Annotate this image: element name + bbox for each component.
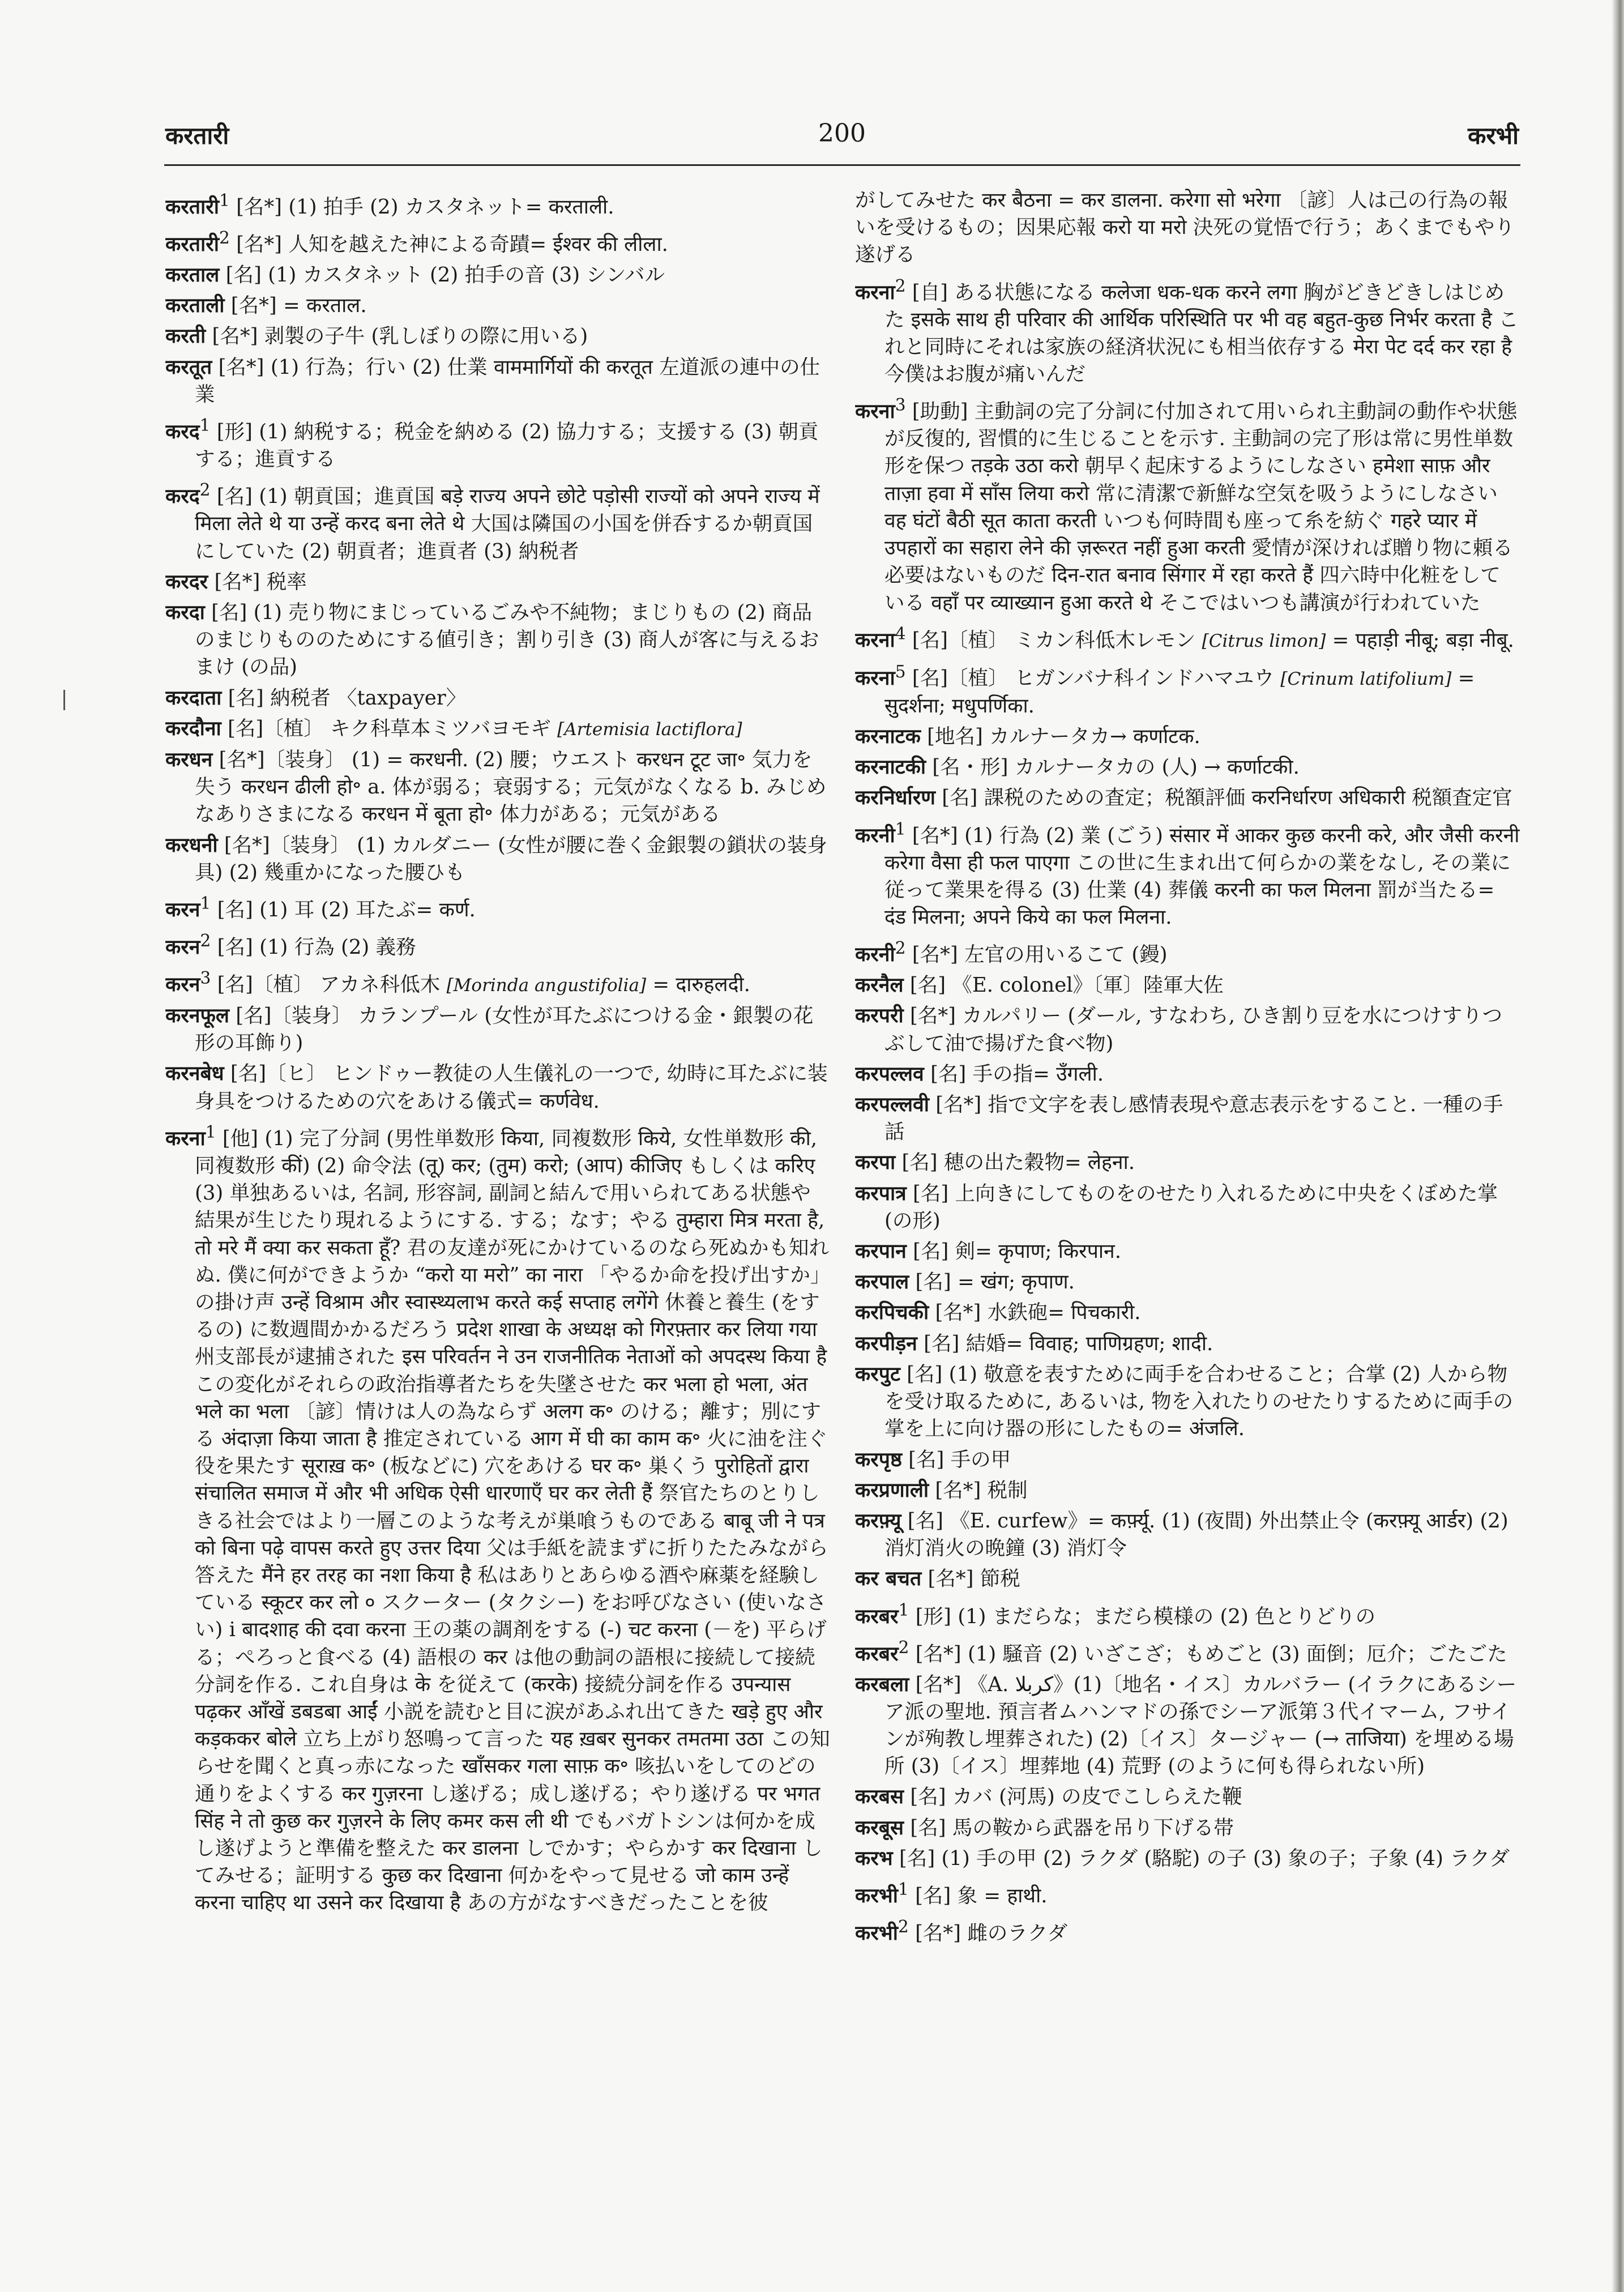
definition-text: (1) 行為 (2) 業 (ごう) संसार में आकर कुछ करनी करे, और जैसी करनी करेगा वैसा ही फल पाएगा この世に生まれ出て何らかの業をなし, その業に従って業果を得る (3) 仕業 (4) 葬儀 करनी का फल मिलना 罰が当たる= दंड मिलना; अपने किये का फल मिलना. — [884, 823, 1520, 929]
homograph-number: 2 — [898, 1637, 909, 1657]
definition-text: = खंग; कृपाण. — [958, 1270, 1075, 1294]
definition-text: = करताल. — [283, 294, 367, 318]
headword: करपल्लव — [855, 1062, 924, 1086]
homograph-number: 1 — [898, 1600, 909, 1620]
definition-text: カルパリー (ダール, すなわち, ひき割り豆を水につけすりつぶして油で揚げた食べ物) — [884, 1004, 1503, 1055]
dictionary-entry — [165, 1119, 831, 1917]
part-of-speech: [名*] — [935, 1093, 982, 1117]
headword: करना — [165, 1126, 206, 1150]
dictionary-entry — [855, 1565, 1520, 1593]
definition-text: カルナータカの (人) → कर्णाटकी. — [1014, 756, 1300, 779]
dictionary-entry — [855, 1845, 1520, 1872]
part-of-speech: [名] — [915, 1270, 951, 1294]
definition-text: (1) 売り物にまじっているごみや不純物；まじりもの (2) 商品のまじりもののためにする値引き；割り引き (3) 商人が客に与えるおまけ (の品) — [195, 600, 819, 679]
headword: करभी — [855, 1921, 898, 1945]
headword: करनाटक — [855, 724, 921, 748]
headword: करपुट — [855, 1362, 900, 1386]
part-of-speech: [名]〔装身〕 — [236, 1004, 352, 1028]
definition-text: 納税者 〈taxpayer〉 — [270, 686, 467, 710]
part-of-speech: [名*] — [236, 232, 283, 256]
dictionary-entry — [165, 599, 831, 681]
part-of-speech: [名] — [907, 1509, 943, 1533]
homograph-number: 1 — [895, 819, 906, 839]
headword: करभी — [855, 1884, 898, 1907]
definition-text: (1) 拍手 (2) カスタネット= करताली. — [288, 195, 614, 219]
dictionary-entry — [855, 1180, 1520, 1235]
definition-text: ある状態になる कलेजा धक-धक करने लगा 胸がどきどきしはじめた इसके साथ ही परिवार की आर्थिक परिस्थिति पर भी वह बहुत-कुछ निर्भर करता है これと同時にそれは家族の経済状況にも相当依存する मेरा पेट दर्द कर रहा है 今僕はお腹が痛いんだ — [884, 280, 1519, 386]
definition-text: 上向きにしてものをのせたり入れるために中央をくぼめた掌 (の形) — [884, 1181, 1498, 1232]
definition-text: (1) 敬意を表すために両手を合わせること；合掌 (2) 人から物を受け取るために, あるいは, 物を入れたりのせたりするために両手の掌を上に向け器の形にしたもの= अंजलि. — [884, 1362, 1514, 1441]
part-of-speech: [形] — [915, 1604, 951, 1628]
homograph-number: 2 — [200, 931, 211, 951]
part-of-speech: [名] — [942, 786, 978, 810]
headword: करबस — [855, 1785, 904, 1809]
dictionary-entry — [855, 934, 1520, 968]
homograph-number: 1 — [898, 1880, 909, 1899]
part-of-speech: [名] — [909, 974, 946, 997]
headword: करपल्लवी — [855, 1093, 929, 1117]
part-of-speech: [名*] — [915, 1642, 961, 1666]
dictionary-entry — [855, 1815, 1520, 1842]
definition-text: 《A. کربلا》(1)〔地名・イス〕カルバラー (イラクにあるシーア派の聖地. 預言者ムハンマドの孫でシーア派第３代イマーム, フサインが殉教し埋葬された) (2)〔イス〕タージャー (→ ताजिया) を埋める場所 (3)〔イス〕埋葬地 (4) 荒野 (のように何も得られない所) — [884, 1672, 1517, 1778]
dictionary-entry — [165, 262, 831, 289]
headword: करताल — [165, 263, 220, 287]
dictionary-entry — [165, 964, 831, 999]
headword: करबर — [855, 1642, 899, 1666]
homograph-number: 3 — [895, 395, 906, 415]
dictionary-entry — [165, 354, 831, 408]
headword: करना — [855, 628, 895, 652]
definition-text: 水鉄砲= पिचकारी. — [987, 1301, 1141, 1325]
headword: करपान — [855, 1240, 907, 1264]
headword: करती — [165, 325, 206, 348]
definition-text: カランプール (女性が耳たぶにつける金・銀製の花形の耳飾り) — [195, 1004, 814, 1055]
definition-text: 馬の鞍から武器を吊り下げる帯 — [952, 1816, 1234, 1839]
dictionary-entry — [165, 187, 831, 221]
part-of-speech: [名*] — [214, 570, 260, 594]
homograph-number: 2 — [895, 938, 906, 958]
headword: करदर — [165, 570, 208, 594]
margin-mark — [63, 690, 65, 710]
dictionary-entry — [855, 784, 1520, 812]
scientific-name: [Artemisia lactiflora] — [557, 719, 742, 740]
homograph-number: 1 — [199, 416, 211, 436]
headword: करद — [165, 485, 200, 509]
definition-text: (1) = करधनी. (2) 腰；ウエスト करधन टूट जा॰ 気力を失う करधन ढीली हो॰ a. 体が弱る；衰弱する；元気がなくなる b. みじめなありさまになる करधन में बूता हो॰ 体力がある；元気がある — [195, 748, 827, 826]
dictionary-entry — [855, 1299, 1520, 1326]
part-of-speech: [名*] — [935, 1478, 981, 1502]
page-number: 200 — [818, 119, 866, 148]
definition-text: 結婚= विवाह; पाणिग्रहण; शादी. — [965, 1331, 1213, 1355]
part-of-speech: [名] — [924, 1331, 960, 1355]
dictionary-entry — [855, 1597, 1520, 1631]
definition-text: 左官の用いるこて (鏝) — [964, 943, 1168, 967]
homograph-number: 1 — [205, 1122, 216, 1142]
dictionary-entry — [855, 272, 1520, 389]
dictionary-entry — [165, 476, 831, 565]
definition-text: (1) カルダニー (女性が腰に巻く金銀製の鎖状の装身具) (2) 幾重かになった腰ひも — [195, 833, 827, 884]
dictionary-entry — [165, 890, 831, 924]
definition-text: 《E. curfew》= कर्फ़्यू. (1) (夜間) 外出禁止令 (करफ़्यू आर्डर) (2) 消灯消火の晩鐘 (3) 消灯令 — [884, 1509, 1508, 1560]
dictionary-entry — [855, 1149, 1520, 1176]
part-of-speech: [名] — [899, 1846, 935, 1870]
part-of-speech: [名*] — [915, 1672, 961, 1696]
left-guide-word: करतारी — [165, 122, 229, 150]
homograph-number: 2 — [219, 228, 230, 248]
part-of-speech: [名*] — [912, 943, 958, 967]
headword: करपृष्ठ — [855, 1448, 902, 1471]
dictionary-entry — [855, 1238, 1520, 1265]
part-of-speech: [自] — [912, 280, 948, 304]
dictionary-entry — [855, 1061, 1520, 1088]
scientific-name: [Crinum latifolium] — [1280, 668, 1452, 689]
part-of-speech: [名] — [907, 1362, 943, 1386]
definition-text: 税率 — [266, 570, 307, 594]
homograph-number: 2 — [199, 480, 211, 500]
definition-text: ヒンドゥー教徒の人生儀礼の一つで, 幼時に耳たぶに装身具をつけるための穴をあける儀式= कर्णवेध. — [195, 1062, 828, 1113]
part-of-speech: [名]〔植〕 — [217, 972, 314, 996]
headword: करतूत — [165, 355, 212, 379]
definition-text: 剥製の子牛 (乳しぼりの際に用いる) — [264, 325, 588, 348]
headword: करपीड़न — [855, 1331, 917, 1355]
definition-text: 雌のラクダ — [967, 1921, 1068, 1945]
homograph-number: 2 — [895, 276, 906, 296]
dictionary-entry — [165, 1002, 831, 1057]
dictionary-entry — [165, 323, 831, 350]
left-column — [165, 187, 831, 2254]
definition-text: 手の甲 — [950, 1448, 1011, 1471]
part-of-speech: [名]〔植〕 — [912, 666, 1008, 690]
definition-text: (1) まだらな；まだら模様の (2) 色とりどりの — [958, 1604, 1376, 1628]
dictionary-entry — [855, 391, 1520, 616]
dictionary-entry — [165, 224, 831, 258]
dictionary-entry — [855, 1634, 1520, 1668]
definition-text: 象 = हाथी. — [957, 1884, 1048, 1907]
definition-text: (1) カスタネット (2) 拍手の音 (3) シンバル — [268, 263, 665, 287]
dictionary-entry — [165, 292, 831, 319]
dictionary-entry — [855, 1269, 1520, 1296]
definition-text: 課税のための査定；税額評価 करनिर्धारण अधिकारी 税額査定官 — [984, 786, 1512, 810]
homograph-number: 1 — [200, 893, 211, 913]
definition-text: がしてみせた कर बैठना = कर डालना. करेगा सो भरेगा 〔諺〕人は己の行為の報いを受けるもの；因果応報 करो या मरो 決死の覚悟で行う；あくまでもやり遂げる — [855, 189, 1515, 267]
dictionary-entry — [855, 1783, 1520, 1811]
part-of-speech: [名] — [930, 1062, 967, 1086]
part-of-speech: [他] — [222, 1126, 259, 1150]
headword: करनाटकी — [855, 756, 926, 779]
headword: करतारी — [165, 232, 219, 256]
dictionary-entry — [855, 972, 1520, 999]
part-of-speech: [名*] — [212, 325, 258, 348]
part-of-speech: [名・形] — [932, 756, 1008, 779]
homograph-number: 4 — [895, 624, 906, 643]
dictionary-entry — [855, 1508, 1520, 1562]
part-of-speech: [名*] — [909, 1004, 956, 1028]
definition-text: (1) 耳 (2) 耳たぶ= कर्ण. — [259, 898, 476, 921]
part-of-speech: [名] — [217, 935, 253, 959]
headword: करधनी — [165, 833, 218, 857]
dictionary-entry — [165, 569, 831, 596]
headword: करबर — [855, 1604, 899, 1628]
part-of-speech: [名]〔植〕 — [912, 628, 1008, 652]
definition-text: (1) 行為 (2) 義務 — [259, 935, 416, 959]
dictionary-entry — [855, 754, 1520, 781]
part-of-speech: [名] — [901, 1151, 938, 1175]
definition-text: 穂の出た穀物= लेहना. — [943, 1151, 1135, 1175]
part-of-speech: [名]〔植〕 — [228, 716, 324, 740]
headword: करपिचकी — [855, 1301, 929, 1325]
homograph-number: 3 — [200, 968, 211, 988]
definition-text: (1) 朝貢国；進貢国 बड़े राज्य अपने छोटे पड़ोसी राज्यों को अपने राज्य में मिला लेते थे या उन्हें करद बना लेते थे 大国は隣国の小国を併呑するか朝貢国にしていた (2) 朝貢者；進貢者 (3) 納税者 — [195, 485, 820, 563]
dictionary-entry — [855, 1477, 1520, 1504]
headword: करनबेध — [165, 1062, 224, 1086]
part-of-speech: [名*] — [928, 1567, 974, 1591]
dictionary-entry — [165, 685, 831, 712]
part-of-speech: [名] — [225, 263, 262, 287]
headword: करपाल — [855, 1270, 909, 1294]
headword: करपरी — [855, 1004, 904, 1028]
part-of-speech: [名*] — [935, 1301, 981, 1325]
headword: करताली — [165, 294, 225, 318]
headword: करनी — [855, 823, 895, 847]
headword: करनफूल — [165, 1004, 229, 1028]
dictionary-entry — [855, 658, 1520, 720]
part-of-speech: [名*] — [230, 294, 277, 318]
headword: करप्रणाली — [855, 1478, 929, 1502]
definition-tail: = सुदर्शना; मधुपर्णिका. — [884, 666, 1475, 718]
part-of-speech: [名*] — [915, 1921, 961, 1945]
right-column — [855, 187, 1520, 2254]
definition-tail: = पहाड़ी नीबू; बड़ा नीबू. — [1332, 628, 1514, 652]
part-of-speech: [名] — [228, 686, 264, 710]
definition-text: キク科草本ミツバヨモギ — [330, 716, 551, 740]
definition-tail: = दारुहलदी. — [652, 972, 750, 996]
definition-text: 剣= कृपाण; किरपान. — [955, 1240, 1122, 1264]
page-edge-shadow — [1612, 0, 1624, 2292]
headword: करफ़्यू — [855, 1509, 901, 1533]
dictionary-entry — [855, 1091, 1520, 1146]
headword: करना — [855, 400, 895, 424]
scientific-name: [Morinda angustifolia] — [446, 975, 647, 996]
definition-text: 指で文字を表し感情表現や意志表示をすること. 一種の手話 — [884, 1093, 1503, 1144]
part-of-speech: [名] — [211, 600, 247, 624]
headword: कर बचत — [855, 1567, 922, 1591]
definition-text: (1) 納税する；税金を納める (2) 協力する；支援する (3) 朝貢する；進貢する — [195, 420, 819, 471]
header-rule — [164, 164, 1520, 166]
headword: करदाता — [165, 686, 222, 710]
headword: करनैल — [855, 974, 904, 997]
dictionary-entry — [165, 1060, 831, 1115]
definition-text: カルナータカ→ कर्णाटक. — [989, 724, 1200, 748]
definition-text: 《E. colonel》〔軍〕陸軍大佐 — [952, 974, 1224, 997]
definition-text: アカネ科低木 — [319, 972, 441, 996]
part-of-speech: [名*] — [912, 823, 958, 847]
part-of-speech: [名*] — [218, 355, 264, 379]
part-of-speech: [名*]〔装身〕 — [224, 833, 351, 857]
right-guide-word: करभी — [1468, 122, 1519, 150]
definition-text: (1) 手の甲 (2) ラクダ (駱駝) の子 (3) 象の子；子象 (4) ラクダ — [941, 1846, 1510, 1870]
homograph-number: 1 — [219, 191, 230, 210]
definition-text: ヒガンバナ科インドハマユウ — [1014, 666, 1275, 690]
homograph-number: 2 — [898, 1917, 909, 1937]
dictionary-entry — [165, 746, 831, 829]
dictionary-entry — [855, 1876, 1520, 1910]
definition-text: 税制 — [987, 1478, 1028, 1502]
dictionary-entry — [165, 412, 831, 473]
part-of-speech: [名] — [910, 1785, 946, 1809]
part-of-speech: [助動] — [912, 400, 968, 424]
part-of-speech: [名] — [217, 898, 253, 921]
part-of-speech: [名*] — [236, 195, 283, 219]
part-of-speech: [形] — [216, 420, 253, 443]
dictionary-entry — [165, 832, 831, 886]
part-of-speech: [名] — [913, 1181, 949, 1205]
dictionary-entry — [855, 1330, 1520, 1358]
definition-text: (1) 行為；行い (2) 仕業 वाममार्गियों की करतूत 左道派の連中の仕業 — [195, 355, 820, 406]
running-header — [165, 119, 1519, 159]
definition-text: 手の指= उँगली. — [972, 1062, 1104, 1086]
headword: करनी — [855, 943, 895, 967]
headword: करना — [855, 280, 895, 304]
definition-text: 人知を越えた神による奇蹟= ईश्वर की लीला. — [288, 232, 668, 256]
part-of-speech: [名]〔ヒ〕 — [230, 1062, 327, 1086]
dictionary-entry — [165, 715, 831, 743]
dictionary-entry — [855, 187, 1520, 269]
definition-text: 節税 — [980, 1567, 1020, 1591]
headword: करनिर्धारण — [855, 786, 935, 810]
scientific-name: [Citrus limon] — [1202, 630, 1326, 651]
dictionary-entry — [855, 1671, 1520, 1781]
headword: करदा — [165, 600, 205, 624]
headword: करना — [855, 666, 895, 690]
dictionary-entry — [855, 1361, 1520, 1443]
part-of-speech: [名] — [915, 1884, 951, 1907]
part-of-speech: [名] — [216, 485, 253, 509]
homograph-number: 5 — [895, 661, 906, 681]
definition-text: (1) 騒音 (2) いざこざ；もめごと (3) 面倒；厄介；ごたごた — [967, 1642, 1507, 1666]
headword: करन — [165, 898, 200, 921]
headword: करबला — [855, 1672, 909, 1696]
dictionary-entry — [855, 1002, 1520, 1057]
part-of-speech: [名*]〔装身〕 — [219, 748, 345, 771]
headword: करन — [165, 972, 200, 996]
part-of-speech: [名] — [908, 1448, 945, 1471]
definition-text: 主動詞の完了分詞に付加されて用いられ主動詞の動作や状態が反復的, 習慣的に生じることを示す. 主動詞の完了形は常に男性単数形を保つ तड़के उठा करो 朝早く起床するようにしなさい हमेशा साफ़ और ताज़ा हवा में साँस लिया करो 常に清潔で新鮮な空気を吸うようにしなさい वह घंटों बैठी सूत काता करती いつも何時間も座って糸を紡ぐ गहरे प्यार में उपहारों का सहारा लेने की ज़रूरत नहीं हुआ करती 愛情が深ければ贈り物に頼る必要はないものだ दिन-रात बनाव सिंगार में रहा करते हैं 四六時中化粧をしている वहाँ पर व्याख्यान हुआ करते थे そこではいつも講演が行われていた — [884, 400, 1518, 614]
definition-text: カバ (河馬) の皮でこしらえた鞭 — [952, 1785, 1242, 1809]
dictionary-entry — [855, 723, 1520, 750]
part-of-speech: [名] — [910, 1816, 946, 1839]
dictionary-entry — [855, 816, 1520, 932]
dictionary-entry — [855, 620, 1520, 655]
definition-text: (1) 完了分詞 (男性単数形 किया, 同複数形 किये, 女性単数形 की, 同複数形 कीं) (2) 命令法 (तू) कर; (तुम) करो; (आप) कीजिए もしくは करिए (3) 単独あるいは, 名詞, 形容詞, 副詞と結んで用いられてある状態や結果が生じたり現れるようにする. する；なす；やる तुम्हारा मित्र मरता है, तो मरे मैं क्या कर सकता हूँ? 君の友達が死にかけているのなら死ぬかも知れぬ. 僕に何ができようか “करो या मरो” का नारा 「やるか命を投げ出すか」の掛け声 उन्हें विश्राम और स्वास्थ्यलाभ करते कई सप्ताह लगेंगे 休養と養生 (をするの) に数週間かかるだろう प्रदेश शाखा के अध्यक्ष को गिरफ़्तार कर लिया गया 州支部長が逮捕された इस परिवर्तन ने उन राजनीतिक नेताओं को अपदस्थ किया है この変化がそれらの政治指導者たちを失墜させた कर भला हो भला, अंत भले का भला 〔諺〕情けは人の為ならず अलग क॰ のける；離す；別にする अंदाज़ा किया जाता है 推定されている आग में घी का काम क॰ 火に油を注ぐ役を果たす सूराख़ क॰ (板などに) 穴をあける घर क॰ 巣くう पुरोहितों द्वारा संचालित समाज में और भी अधिक ऐसी धारणाएँ घर कर लेती हैं 祭官たちのとりしきる社会ではより一層このような考えが巣喰うものである बाबू जी ने पत्र को बिना पढ़े वापस करते हुए उत्तर दिया 父は手紙を読まずに折りたたみながら答えた मैंने हर तरह का नशा किया है 私はありとあらゆる酒や麻薬を経験している स्कूटर कर लो ० スクーター (タクシー) をお呼びなさい (使いなさい) ⅰ बादशाह की दवा करना 王の薬の調剤をする (-) चट करना (－を) 平らげる；ぺろっと食べる (4) 語根の कर は他の動詞の語根に接続して接続分詞を作る. これ自身は के を従えて (करके) 接続分詞を作る उपन्यास पढ़कर आँखें डबडबा आईं 小説を読むと目に涙があふれ出てきた खड़े हुए और कड़ककर बोले 立ち上がり怒鳴って言った यह ख़बर सुनकर तमतमा उठा この知らせを聞くと真っ赤になった खाँसकर गला साफ़ क॰ 咳払いをしてのどの通りをよくする कर गुज़रना し遂げる；成し遂げる；やり遂げる पर भगत सिंह ने तो कुछ कर गुज़रने के लिए कमर कस ली थी でもバガトシンは何かを成し遂げようと準備を整えた कर डालना しでかす；やらかす कर दिखाना してみせる；証明する कुछ कर दिखाना 何かをやって見せる जो काम उन्हें करना चाहिए था उसने कर दिखाया है あの方がなすべきだったことを彼 — [195, 1126, 831, 1915]
headword: करदौना — [165, 716, 221, 740]
headword: करधन — [165, 748, 213, 771]
definition-text: ミカン科低木レモン — [1014, 628, 1196, 652]
part-of-speech: [名] — [913, 1240, 949, 1264]
part-of-speech: [地名] — [927, 724, 983, 748]
headword: करपा — [855, 1151, 896, 1175]
headword: करतारी — [165, 195, 219, 219]
headword: करभ — [855, 1846, 893, 1870]
dictionary-entry — [855, 1446, 1520, 1474]
headword: करपात्र — [855, 1181, 907, 1205]
dictionary-entry — [165, 927, 831, 961]
dictionary-entry — [855, 1913, 1520, 1947]
headword: करन — [165, 935, 200, 959]
headword: करद — [165, 420, 200, 443]
headword: करबूस — [855, 1816, 904, 1839]
